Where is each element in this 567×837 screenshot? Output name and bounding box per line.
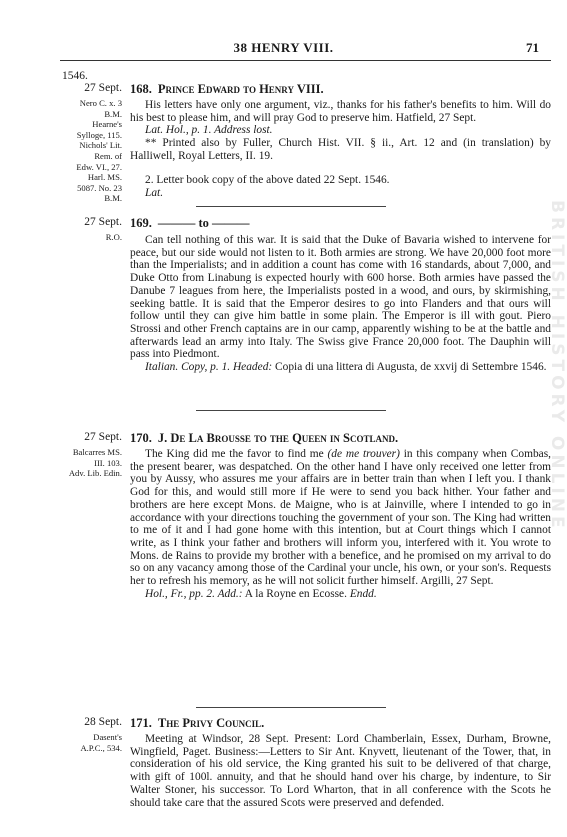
entry-number: 170. <box>130 431 152 445</box>
source-ref: Balcarres MS. <box>72 447 122 457</box>
source-ref: Sylloge, 115. <box>76 129 122 140</box>
entry-divider <box>196 410 386 411</box>
source-ref: III. 103. <box>94 457 122 468</box>
text-italic: (de me trouver) <box>327 448 400 460</box>
entry-number: 168. <box>130 82 152 96</box>
entry-text: Meeting at Windsor, 28 Sept. Present: Lord Chamberlain, Essex, Durham, Browne, Wingfield, Paget. Business:—Letters to Sir Ant. Knyvett, lieutenant of the Tower, that, in consideration of his old service, the King granted his suit to be delivered of that charge, with gift of 100l. annuity, and that he should hand over his charge, by indenture, to Sir Walter Stoner, his successor. To Lord Wharton, that in all conference with the Scots he should take care that the assured Scots were preserved and defended. <box>130 733 551 809</box>
entry-heading <box>130 431 551 446</box>
source-ref: Edw. VI., 27. <box>76 161 122 172</box>
header-rule <box>60 60 551 61</box>
entry-margin <box>56 716 122 753</box>
running-title: 38 HENRY VIII. <box>233 40 334 55</box>
entry-title: Prince Edward to Henry VIII. <box>157 82 324 96</box>
source-ref: Harl. MS. <box>87 172 122 182</box>
source-ref: Dasent's <box>93 732 122 742</box>
entry-body <box>130 431 551 600</box>
note-label: Hol., Fr., pp. 2. Add.: <box>145 587 243 600</box>
entry-body <box>130 716 551 809</box>
entry-number: 169. <box>130 216 152 230</box>
entry-text: Can tell nothing of this war. It is said that the Duke of Bavaria wished to intervene for peace, but our side would not listen to it. Both armies are strong. We have 20,000 foot more than the Imperialists; and in addition a count has come with 16 standards, about 7,000, and Duke Otto from Linabung is expected hourly with 600 horse. Both armies have passed the Danube 7 leagues from here, the Imperialists posted in a wood, and ours, by skirmishing, seeking battle. It is said that the Emperor desires to go into Flanders and that ours will follow until they can give him battle in some plain. The Emperor is ill with gout. Piero Strossi and other French captains are in our camp, apparently wishing to be at the battle and afterwards lead an army into Italy. The Swiss give France 20,000 foot. The Dauphin will pass into Piedmont. <box>130 234 551 361</box>
source-ref: Nichols' Lit. <box>79 140 122 151</box>
entry-text: 2. Letter book copy of the above dated 22 Sept. 1546. <box>145 174 390 186</box>
entry-date: 27 Sept. <box>84 82 122 94</box>
entry-title: The Privy Council. <box>157 716 265 730</box>
entry-text <box>130 448 551 588</box>
entry-title: ——— to ——— <box>157 216 250 230</box>
source-ref: Rem. of <box>94 150 122 161</box>
entry-text: His letters have only one argument, viz., thanks for his father's benefits to him. Will do his best to please him, and will pray God to preserve him. Hatfield, 27 Sept. <box>130 99 551 124</box>
entry-heading <box>130 216 551 231</box>
source-ref: Nero C. x. 3 <box>79 98 122 108</box>
entry-date: 27 Sept. <box>84 216 122 228</box>
note-address: A la Royne en Ecosse. <box>244 587 347 600</box>
entry-margin <box>56 82 122 172</box>
source-ref: B.M. <box>104 108 122 119</box>
entry-note <box>130 361 551 374</box>
entry-note <box>130 588 551 601</box>
entry-divider <box>196 707 386 708</box>
entry-number: 171. <box>130 716 152 730</box>
text-part: in this company when Combas, the present bearer, was despatched. On the other hand I have only received one letter from you by Aussy, who assures me your affairs are in better train than when I left you. I thank God for this, and would still more if He were to send you back hither. Your father and brothers are here except Mons. de Maigne, who is at Jainville, where I intended to go in accordance with your directions touching the government of your son. The King had written to me of it and I had gone home with this intention, but at Court things which I cannot write, as I think your father and brothers will inform you, interfered with it. You wrote to Mons. de Rains to provide my brother with a benefice, and he promised on my arrival to do so on any vacancy among those of the Cardinal your uncle, his own, or your son's. Requests her to refresh his memory, as he will not solicit further himself. Argilli, 27 Sept. <box>130 448 551 588</box>
note-text: Copia di una littera di Augusta, de xxvij di Settembre 1546. <box>275 361 547 374</box>
source-ref: A.P.C., 534. <box>80 742 122 753</box>
entry-margin <box>56 172 122 204</box>
note-label: Italian. Copy, p. 1. Headed: <box>145 361 273 374</box>
entry-body <box>130 82 551 163</box>
entry-body <box>130 174 551 199</box>
entry-printed-note: ** Printed also by Fuller, Church Hist. VII. § ii., Art. 12 and (in translation) by Halliwell, Royal Letters, II. 19. <box>130 137 551 162</box>
watermark: BRITISH HISTORY ONLINE <box>547 200 567 532</box>
entry-date: 28 Sept. <box>84 716 122 728</box>
entry-note: Lat. Hol., p. 1. Address lost. <box>145 124 273 137</box>
entry-title: J. De La Brousse to the Queen in Scotland. <box>157 431 399 445</box>
entry-heading <box>130 82 551 97</box>
entry-divider <box>196 206 386 207</box>
source-ref: B.M. <box>104 193 122 204</box>
entry-margin <box>56 216 122 243</box>
source-ref: R.O. <box>105 232 122 242</box>
entry-note: Lat. <box>145 186 164 199</box>
page-number: 71 <box>526 40 539 55</box>
entry-body <box>130 216 551 374</box>
note-endorsed: Endd. <box>349 587 377 600</box>
entry-margin <box>56 431 122 479</box>
source-ref: Adv. Lib. Edin. <box>68 468 122 479</box>
entry-heading <box>130 716 551 731</box>
margin-year: 1546. <box>62 70 88 82</box>
source-ref: 5087. No. 23 <box>77 182 122 193</box>
source-ref: Hearne's <box>92 119 122 130</box>
text-part: The King did me the favor to find me <box>145 448 328 460</box>
entry-date: 27 Sept. <box>84 431 122 443</box>
